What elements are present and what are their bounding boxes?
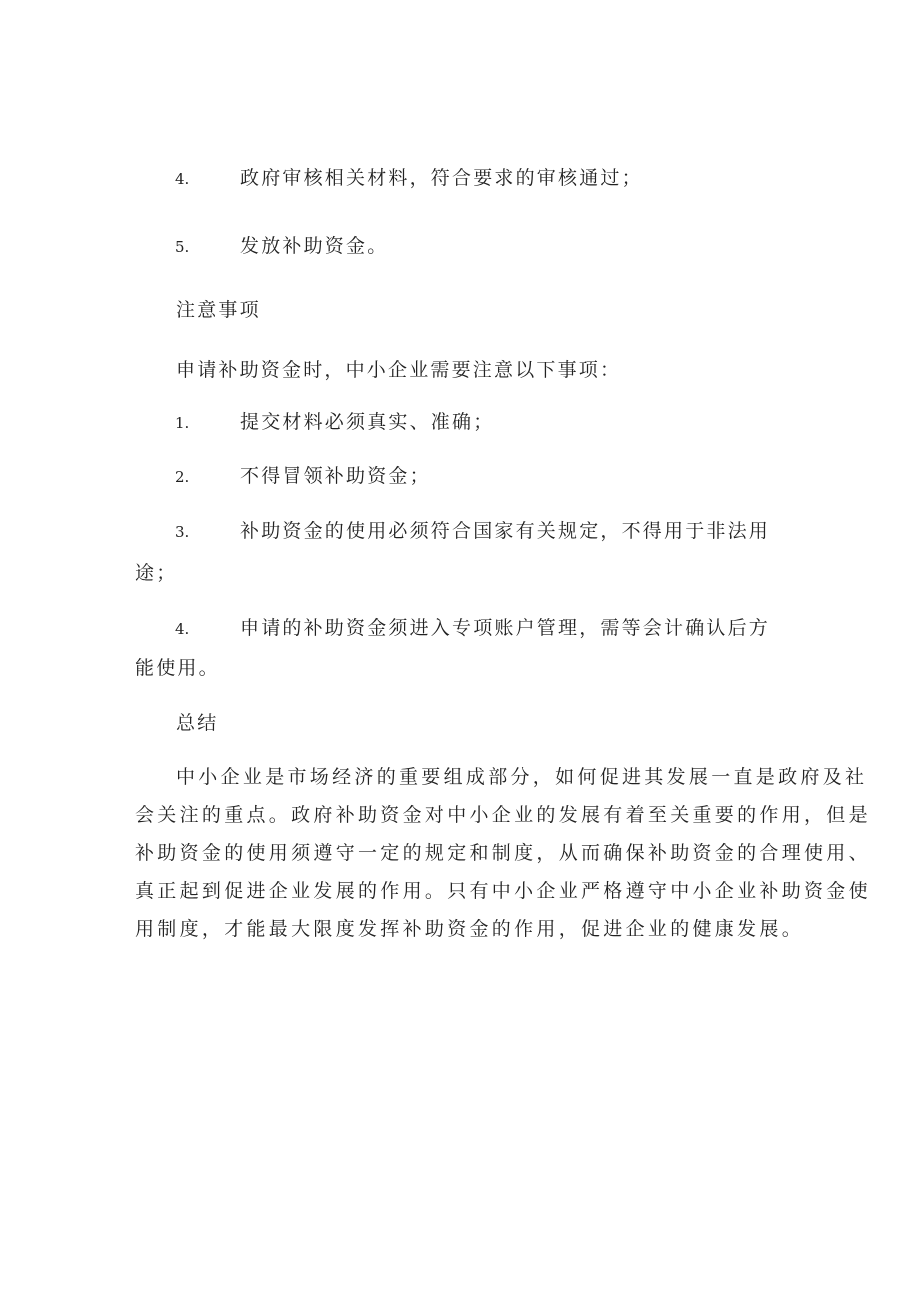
note-1-text: 提交材料必须真实、准确；	[240, 411, 495, 433]
summary-line-4: 真正起到促进企业发展的作用。只有中小企业严格遵守中小企业补助资金使	[135, 880, 871, 902]
notes-intro: 申请补助资金时，中小企业需要注意以下事项：	[176, 359, 622, 381]
note-1-number: 1.	[175, 414, 190, 432]
note-3-text: 补助资金的使用必须符合国家有关规定，不得用于非法用	[240, 520, 771, 542]
summary-line-1: 中小企业是市场经济的重要组成部分，如何促进其发展一直是政府及社	[176, 766, 868, 788]
step-5-number: 5.	[175, 238, 190, 256]
summary-heading: 总结	[176, 712, 219, 734]
note-3-number: 3.	[175, 523, 190, 541]
summary-line-5: 用制度，才能最大限度发挥补助资金的作用，促进企业的健康发展。	[135, 918, 805, 940]
step-5-text: 发放补助资金。	[240, 235, 389, 257]
note-3-continuation: 途；	[135, 562, 178, 584]
summary-line-2: 会关注的重点。政府补助资金对中小企业的发展有着至关重要的作用，但是	[135, 804, 871, 826]
summary-line-3: 补助资金的使用须遵守一定的规定和制度，从而确保补助资金的合理使用、	[135, 842, 871, 864]
step-4-number: 4.	[175, 170, 190, 188]
notes-heading: 注意事项	[176, 299, 261, 321]
note-4-text: 申请的补助资金须进入专项账户管理，需等会计确认后方	[240, 617, 771, 639]
note-2-number: 2.	[175, 468, 190, 486]
note-4-continuation: 能使用。	[135, 657, 220, 679]
note-2-text: 不得冒领补助资金；	[240, 465, 431, 487]
note-4-number: 4.	[175, 620, 190, 638]
step-4-text: 政府审核相关材料，符合要求的审核通过；	[240, 167, 643, 189]
